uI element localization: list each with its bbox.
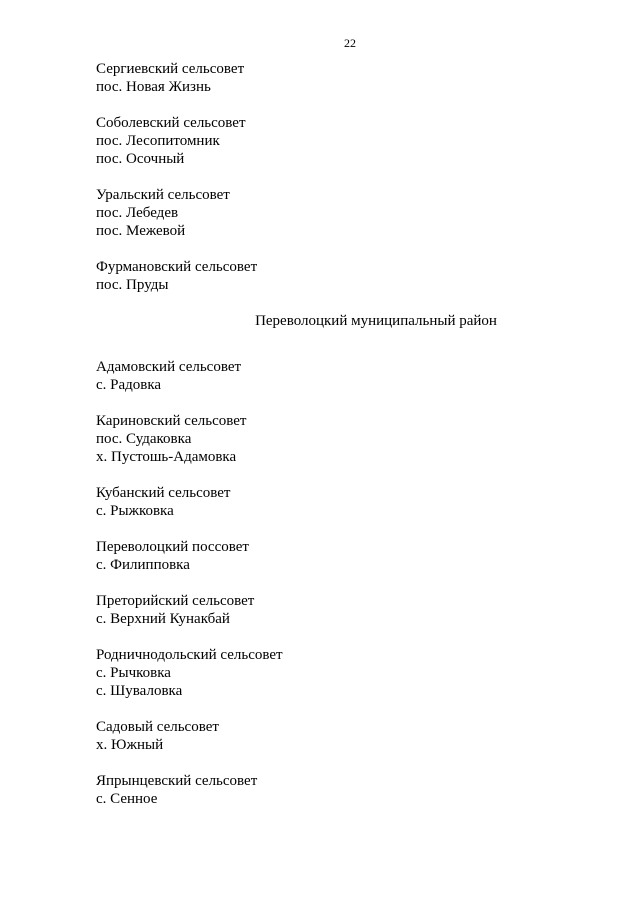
settlement-name: с. Рыжковка — [96, 503, 174, 519]
settlement-name: пос. Новая Жизнь — [96, 79, 211, 95]
council-name: Переволоцкий поссовет — [96, 539, 249, 555]
settlement-name: х. Пустошь-Адамовка — [96, 449, 237, 465]
settlement-name: с. Радовка — [96, 377, 162, 393]
settlement-name: пос. Осочный — [96, 151, 185, 167]
settlement-name: с. Филипповка — [96, 557, 190, 573]
council-entry — [96, 114, 606, 168]
council-entry — [96, 186, 606, 240]
council-name: Родничнодольский сельсовет — [96, 647, 283, 663]
council-name: Сергиевский сельсовет — [96, 61, 245, 77]
council-entry — [96, 538, 606, 574]
council-entry — [96, 592, 606, 628]
settlement-name: с. Рычковка — [96, 665, 171, 681]
council-name: Преторийский сельсовет — [96, 593, 255, 609]
council-name: Соболевский сельсовет — [96, 115, 246, 131]
settlement-name: х. Южный — [96, 737, 164, 753]
document-body — [96, 60, 606, 826]
council-name: Адамовский сельсовет — [96, 359, 242, 375]
council-name: Уральский сельсовет — [96, 187, 230, 203]
district-heading: Переволоцкий муниципальный район — [255, 313, 497, 329]
settlement-name: пос. Межевой — [96, 223, 186, 239]
section-before-heading — [96, 60, 606, 294]
council-entry — [96, 718, 606, 754]
settlement-name: с. Шуваловка — [96, 683, 183, 699]
council-name: Кариновский сельсовет — [96, 413, 247, 429]
settlement-name: пос. Судаковка — [96, 431, 192, 447]
settlement-name: пос. Лесопитомник — [96, 133, 220, 149]
council-name: Фурмановский сельсовет — [96, 259, 258, 275]
settlement-name: пос. Лебедев — [96, 205, 179, 221]
section-after-heading — [96, 358, 606, 808]
council-entry — [96, 646, 606, 700]
council-entry — [96, 258, 606, 294]
council-name: Япрынцевский сельсовет — [96, 773, 258, 789]
settlement-name: пос. Пруды — [96, 277, 169, 293]
council-entry — [96, 60, 606, 96]
council-name: Садовый сельсовет — [96, 719, 219, 735]
settlement-name: с. Верхний Кунакбай — [96, 611, 230, 627]
council-entry — [96, 484, 606, 520]
council-entry — [96, 412, 606, 466]
settlement-name: с. Сенное — [96, 791, 158, 807]
council-entry — [96, 772, 606, 808]
council-entry — [96, 358, 606, 394]
page-number: 22 — [344, 36, 356, 50]
council-name: Кубанский сельсовет — [96, 485, 231, 501]
